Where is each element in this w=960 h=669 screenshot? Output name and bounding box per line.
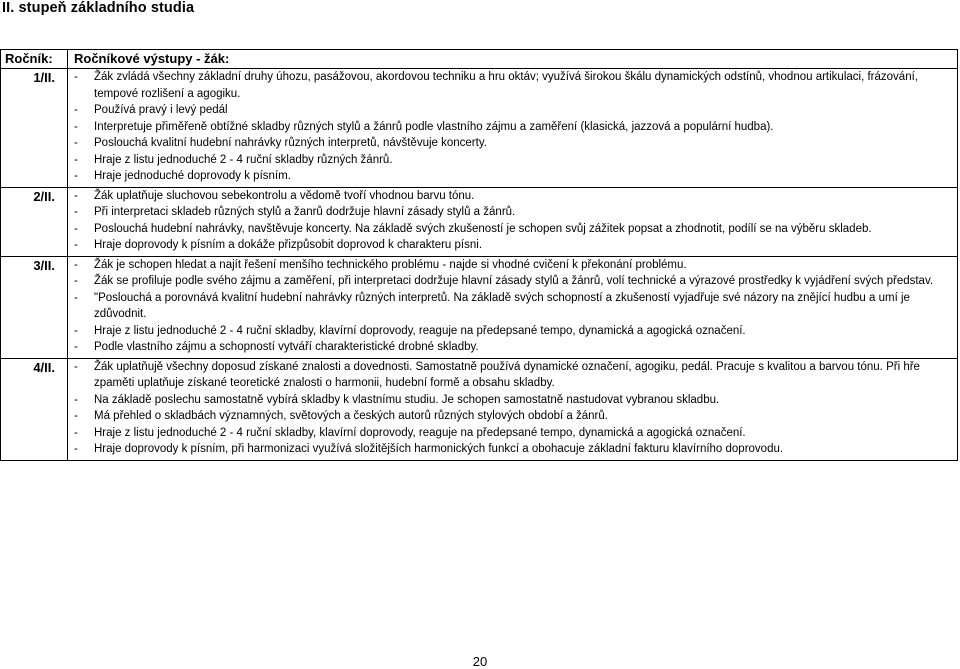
outcome-text: Hraje jednoduché doprovody k písním. <box>94 170 291 182</box>
outcome-text: Žák je schopen hledat a najít řešení menšího technického problému - najde si vhodné cvičení k překonání problému. <box>94 258 687 271</box>
outcome-text: Hraje z listu jednoduché 2 - 4 ruční skladby, klavírní doprovody, reaguje na předepsané tempo, dynamická a agogická označení. <box>94 324 746 337</box>
bullet-dash: - <box>74 71 78 83</box>
bullet-dash: - <box>74 120 78 133</box>
bullet-dash: - <box>74 426 78 439</box>
list-item <box>74 168 953 185</box>
grade-label: 4/II. <box>1 358 68 460</box>
bullet-dash: - <box>74 104 78 116</box>
page-number: 20 <box>472 654 488 669</box>
header-year: Ročník: <box>1 50 68 69</box>
list-item <box>74 237 953 254</box>
grade-label: 2/II. <box>1 187 68 256</box>
header-outcomes: Ročníkové výstupy - žák: <box>68 50 958 69</box>
outcome-text: Má přehled o skladbách významných, světových a českých autorů různých stylových období a žánrů. <box>94 410 608 422</box>
list-item <box>74 119 953 136</box>
list-item <box>74 152 953 169</box>
section-title: II. stupeň základního studia <box>2 0 195 16</box>
bullet-dash: - <box>74 291 78 304</box>
list-item <box>74 135 953 152</box>
list-item <box>74 441 953 458</box>
outcome-text: Interpretuje přiměřeně obtížné skladby různých stylů a žánrů podle vlastního zájmu a zaměření (klasická, jazzová a populární hudba). <box>94 120 774 133</box>
outcomes-cell <box>68 69 958 188</box>
table-row <box>1 256 958 358</box>
bullet-dash: - <box>74 360 78 373</box>
bullet-dash: - <box>74 341 78 353</box>
outcomes-list <box>74 69 953 187</box>
list-item <box>74 188 953 205</box>
list-item <box>74 392 953 409</box>
bullet-dash: - <box>74 137 78 149</box>
list-item <box>74 359 953 392</box>
outcome-text: Žák uplatňuje sluchovou sebekontrolu a vědomě tvoří vhodnou barvu tónu. <box>94 189 475 202</box>
outcome-text: Podle vlastního zájmu a schopností vytváří charakteristické drobné skladby. <box>94 341 479 353</box>
outcome-text: Hraje z listu jednoduché 2 - 4 ruční skladby různých žánrů. <box>94 153 393 166</box>
outcome-text: Používá pravý i levý pedál <box>94 104 228 116</box>
bullet-dash: - <box>74 258 78 271</box>
curriculum-table <box>0 49 958 461</box>
outcome-text: Hraje doprovody k písním a dokáže přizpůsobit doprovod k charakteru písni. <box>94 239 483 251</box>
list-item <box>74 273 953 290</box>
outcome-text: "Poslouchá a porovnává kvalitní hudební nahrávky různých interpretů. Na základě svých schopností a zkušeností vyjadřuje své názory na znějící hudbu a umí je zdůvodnit. <box>94 291 910 320</box>
outcome-text: Žák uplatňujě všechny doposud získané znalosti a dovednosti. Samostatně používá dynamické označení, agogiku, pedál. Pracuje s kvalitou a barvou tónu. Při hře zpaměti uplatňuje získané teoretické znalosti o harmonii, hudební formě a obsahu skladby. <box>94 360 920 389</box>
bullet-dash: - <box>74 239 78 251</box>
outcome-text: Hraje doprovody k písním, při harmonizaci využívá složitějších harmonických funkcí a obohacuje základní fakturu klavírního doprovodu. <box>94 443 784 455</box>
outcome-text: Při interpretaci skladeb různých stylů a žanrů dodržuje hlavní zásady stylů a žánrů. <box>94 206 516 218</box>
bullet-dash: - <box>74 189 78 202</box>
bullet-dash: - <box>74 275 78 287</box>
outcome-text: Žák zvládá všechny základní druhy úhozu, pasážovou, akordovou techniku a hru oktáv; využívá širokou škálu dynamických odstínů, vhodnou artikulaci, frázování, tempové rozlišení a agogiku. <box>94 71 918 100</box>
list-item <box>74 102 953 119</box>
outcomes-cell <box>68 358 958 460</box>
outcome-text: Žák se profiluje podle svého zájmu a zaměření, při interpretaci dodržuje hlavní zásady stylů a žánrů, volí technické a výrazové prostředky k vyjádření svých představ. <box>94 275 934 287</box>
outcome-text: Poslouchá kvalitní hudební nahrávky různých interpretů, návštěvuje koncerty. <box>94 137 487 149</box>
list-item <box>74 339 953 356</box>
outcomes-list <box>74 257 953 358</box>
outcomes-cell <box>68 187 958 256</box>
list-item <box>74 204 953 221</box>
list-item <box>74 290 953 323</box>
bullet-dash: - <box>74 324 78 337</box>
table-row <box>1 69 958 188</box>
bullet-dash: - <box>74 206 78 218</box>
bullet-dash: - <box>74 393 78 406</box>
outcomes-cell <box>68 256 958 358</box>
outcomes-list <box>74 359 953 460</box>
outcome-text: Hraje z listu jednoduché 2 - 4 ruční skladby, klavírní doprovody, reaguje na předepsané tempo, dynamická a agogická označení. <box>94 426 746 439</box>
table-row <box>1 358 958 460</box>
outcome-text: Poslouchá hudební nahrávky, navštěvuje koncerty. Na základě svých zkušeností je schopen svůj zážitek popsat a zhodnotit, podílí se na výběru skladeb. <box>94 222 872 235</box>
list-item <box>74 323 953 340</box>
bullet-dash: - <box>74 153 78 166</box>
outcome-text: Na základě poslechu samostatně vybírá skladby k vlastnímu studiu. Je schopen samostatně nastudovat vybranou skladbu. <box>94 393 720 406</box>
list-item <box>74 425 953 442</box>
table-header-row <box>1 50 958 69</box>
bullet-dash: - <box>74 410 78 422</box>
list-item <box>74 69 953 102</box>
grade-label: 3/II. <box>1 256 68 358</box>
bullet-dash: - <box>74 443 78 455</box>
table-row <box>1 187 958 256</box>
grade-label: 1/II. <box>1 69 68 188</box>
list-item <box>74 408 953 425</box>
bullet-dash: - <box>74 222 78 235</box>
list-item <box>74 257 953 274</box>
outcomes-list <box>74 188 953 256</box>
bullet-dash: - <box>74 170 78 182</box>
list-item <box>74 221 953 238</box>
